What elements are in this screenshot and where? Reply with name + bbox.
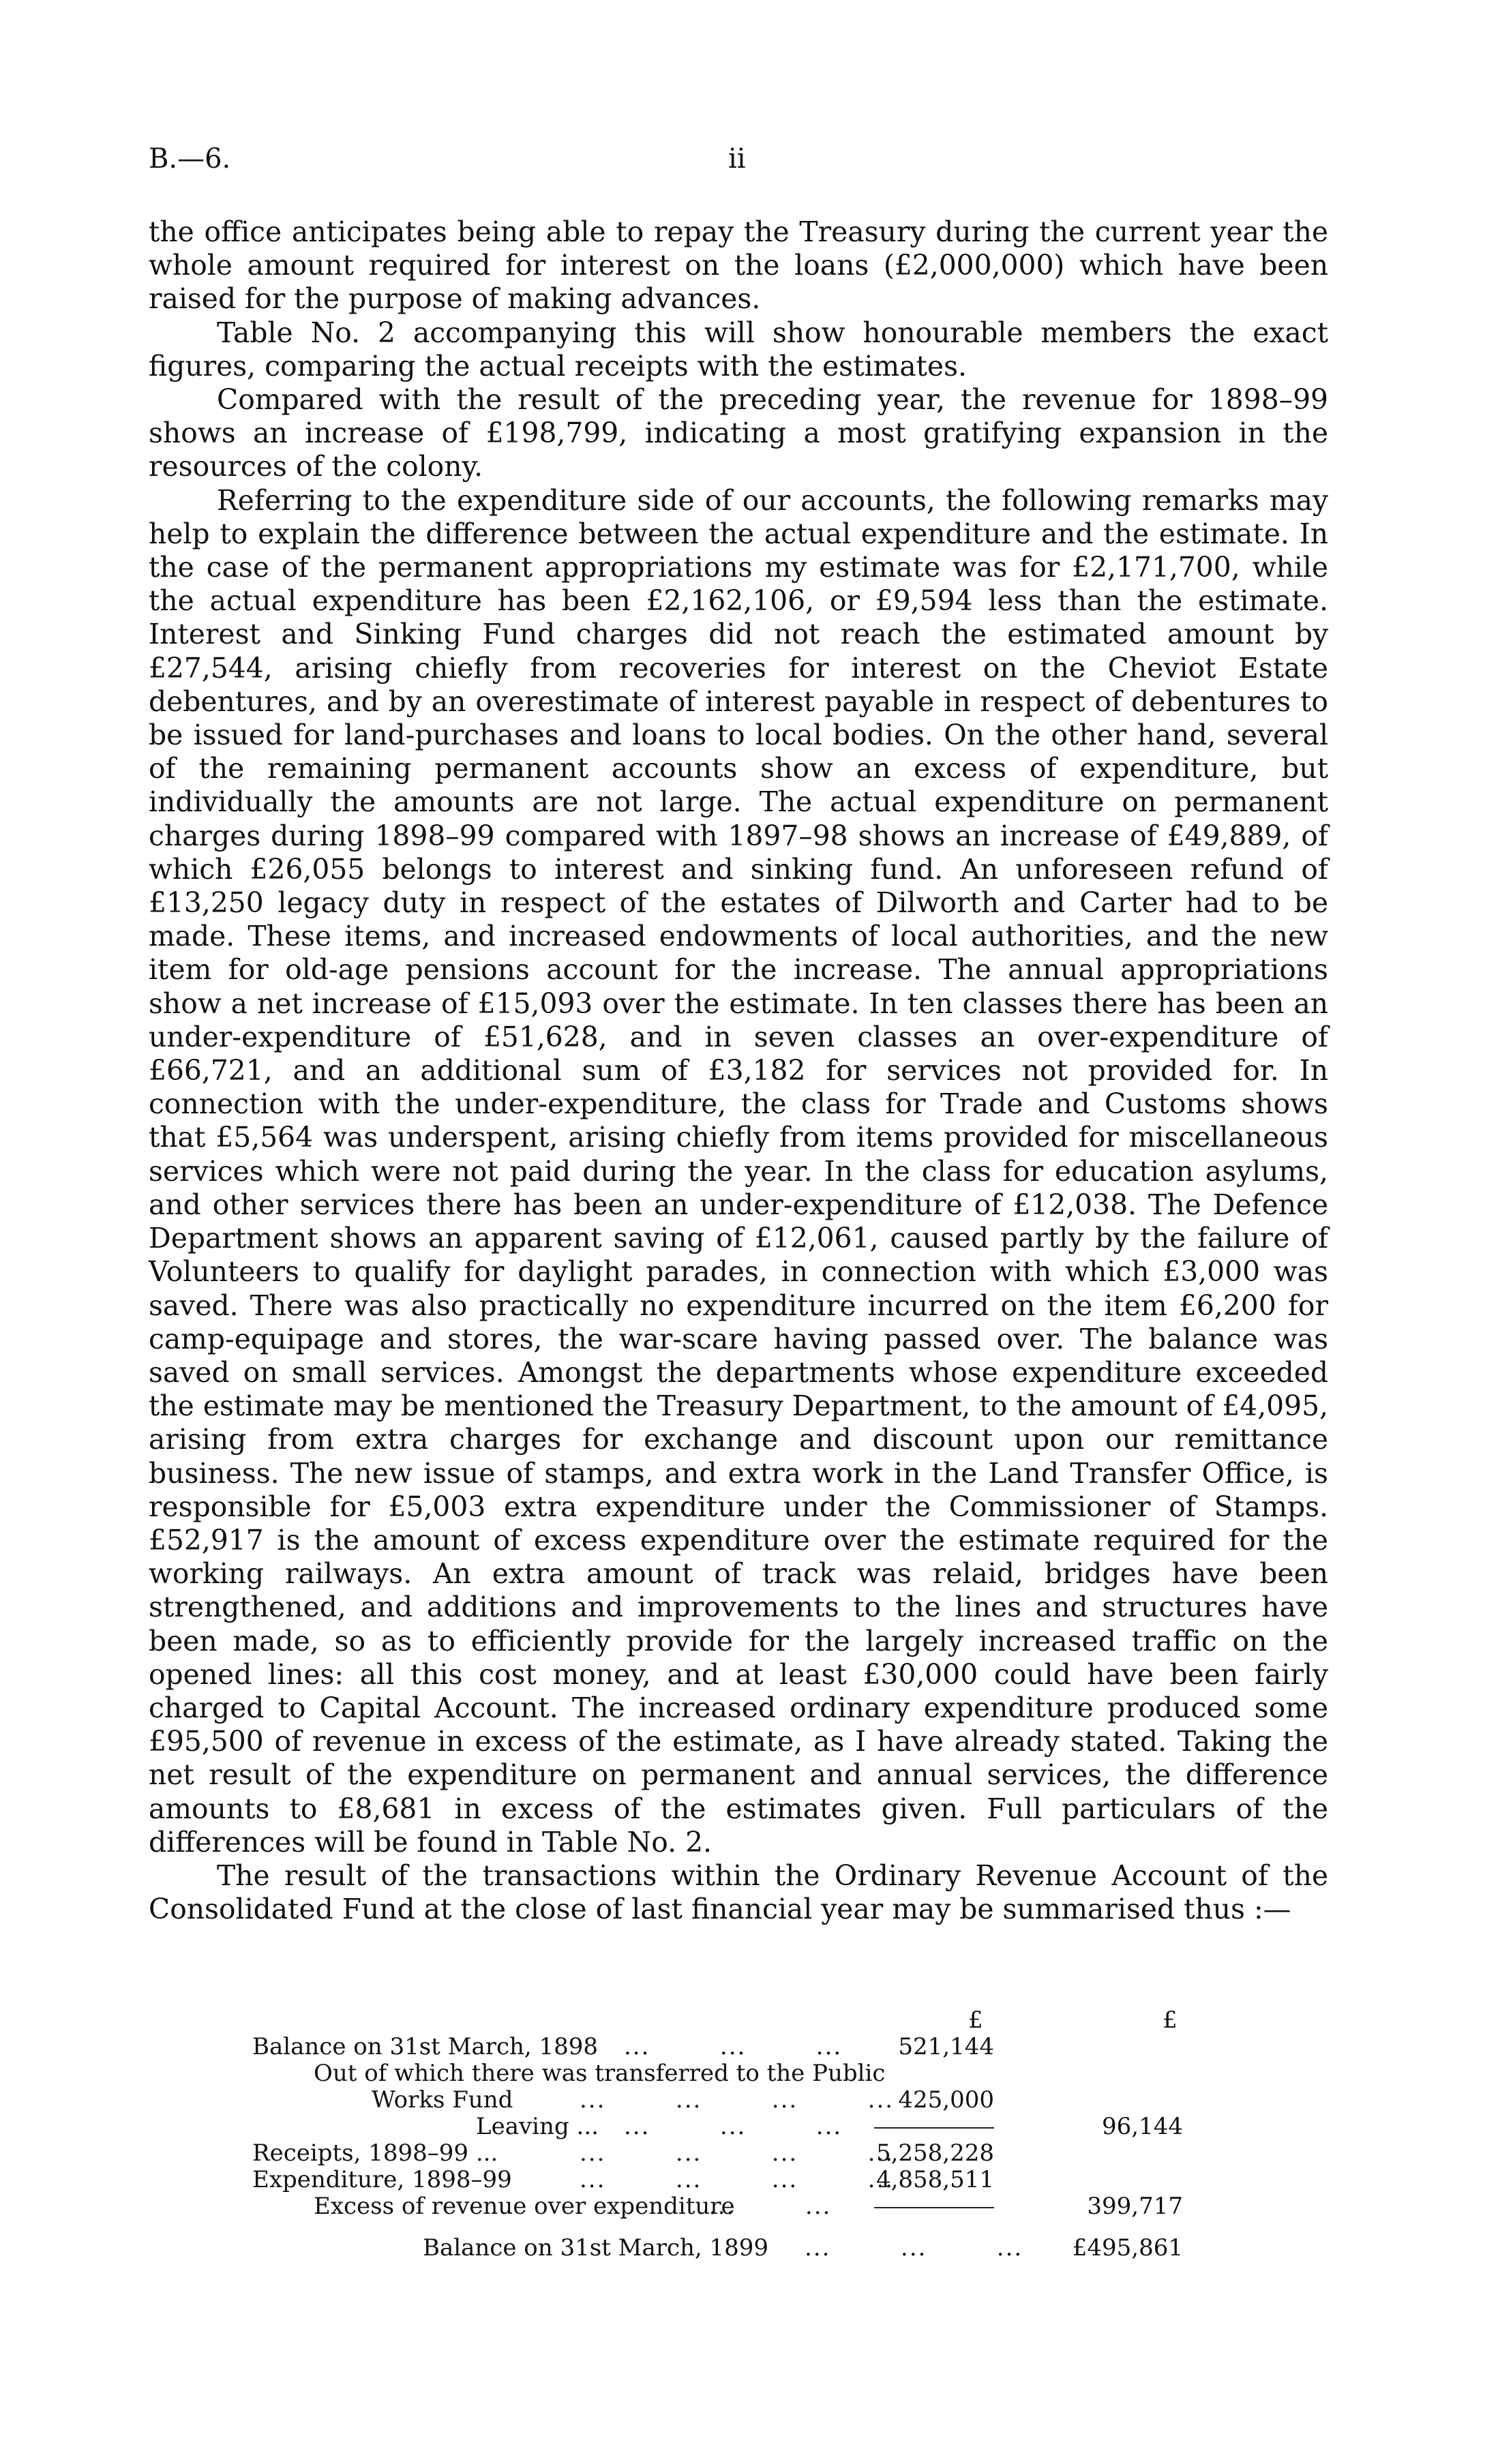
document-code: B.—6. [149,143,231,175]
summary-row-transfer-line2 [252,2087,1234,2114]
balance-1898-label: Balance on 31st March, 1898 [252,2033,599,2060]
leader-dots: ... ... ... ... [580,2086,895,2114]
paragraph-continuation: the office anticipates being able to repay the Treasury during the current year the whole amount required for interest on the loans (£2,000,000) which have been raised for the purpose of making advances. [149,215,1328,316]
leader-dots: ... ... [709,2193,832,2220]
paragraph-revenue-comparison: Compared with the result of the preceding year, the revenue for 1898–99 shows an increase of £198,799, indicating a most gratifying expansion in the resources of the colony. [149,383,1328,483]
summary-row-balance-1899 [252,2235,1234,2262]
summary-row-balance-1898 [252,2034,1234,2060]
currency-col2: £ [1163,2007,1178,2034]
currency-col1: £ [968,2007,983,2034]
receipts-label: Receipts, 1898–99 ... [252,2139,498,2167]
paragraph-table-reference: Table No. 2 accompanying this will show honourable members the exact figures, comparing the actual receipts with the estimates. [149,316,1328,382]
expenditure-value: 4,858,511 [875,2166,994,2193]
paragraph-expenditure: Referring to the expenditure side of our accounts, the following remarks may help to explain the difference between the actual expenditure and the estimate. In the case of the permanent appropriations my estimate was for £2,171,700, while the actual expenditure has been £2,162,106, or £9,594 less than the estimate. Interest and Sinking Fund charges did not reach the estimated amount by £27,544, arising chiefly from recoveries for interest on the Cheviot Estate debentures, and by an overestimate of interest payable in respect of debentures to be issued for land-purchases and loans to local bodies. On the other hand, several of the remaining permanent accounts show an excess of expenditure, but individually the amounts are not large. The actual expenditure on permanent charges during 1898–99 compared with 1897–98 shows an increase of £49,889, of which £26,055 belongs to interest and sinking fund. An unforeseen refund of £13,250 legacy duty in respect of the estates of Dilworth and Carter had to be made. These items, and increased endowments of local authorities, and the new item for old-age pensions account for the increase. The annual appropriations show a net increase of £15,093 over the estimate. In ten classes there has been an under-expenditure of £51,628, and in seven classes an over-expenditure of £66,721, and an additional sum of £3,182 for services not provided for. In connection with the under-expenditure, the class for Trade and Customs shows that £5,564 was underspent, arising chiefly from items provided for miscellaneous services which were not paid during the year. In the class for education asylums, and other services there has been an under-expenditure of £12,038. The Defence Department shows an apparent saving of £12,061, caused partly by the failure of Volunteers to qualify for daylight parades, in connection with which £3,000 was saved. There was also practically no expenditure incurred on the item £6,200 for camp-equipage and stores, the war-scare having passed over. The balance was saved on small services. Amongst the departments whose expenditure exceeded the estimate may be mentioned the Treasury Department, to the amount of £4,095, arising from extra charges for exchange and discount upon our remittance business. The new issue of stamps, and extra work in the Land Transfer Office, is responsible for £5,003 extra expenditure under the Commissioner of Stamps. £52,917 is the amount of excess expenditure over the estimate required for the working railways. An extra amount of track was relaid, bridges have been strengthened, and additions and improvements to the lines and structures have been made, so as to efficiently provide for the largely increased traffic on the opened lines: all this cost money, and at least £30,000 could have been fairly charged to Capital Account. The increased ordinary expenditure produced some £95,500 of revenue in excess of the estimate, as I have already stated. Taking the net result of the expenditure on permanent and annual services, the difference amounts to £8,681 in excess of the estimates given. Full particulars of the differences will be found in Table No. 2. [149,483,1328,1859]
currency-header [252,2007,1234,2034]
balance-1899-value: £495,861 [1072,2234,1183,2262]
subtotal-rule [874,2127,994,2129]
account-summary [252,2007,1234,2262]
transfer-label-1: Out of which there was transferred to the Public [314,2060,886,2087]
subtotal-rule [874,2207,994,2208]
excess-label: Excess of revenue over expenditure [314,2193,735,2220]
page-number: ii [728,143,746,175]
summary-row-excess [252,2193,1234,2220]
body-text [149,215,1328,1926]
leaving-label: Leaving ... [476,2113,599,2140]
balance-1899-label: Balance on 31st March, 1899 [423,2234,769,2262]
transfer-value: 425,000 [898,2086,994,2114]
leader-dots: ... ... ... ... [580,2139,895,2167]
leader-dots: ... ... ... [624,2033,843,2060]
paragraph-summary-intro: The result of the transactions within the Ordinary Revenue Account of the Consolidated Fund at the close of last financial year may be summarised thus :— [149,1859,1328,1926]
summary-row-receipts [252,2140,1234,2167]
leaving-value: 96,144 [1102,2113,1183,2140]
summary-row-transfer-line1 [252,2060,1234,2087]
leader-dots: ... ... ... [805,2234,1023,2262]
summary-row-expenditure [252,2167,1234,2193]
expenditure-label: Expenditure, 1898–99 [252,2166,512,2193]
balance-1898-value: 521,144 [898,2033,994,2060]
summary-row-leaving [252,2114,1234,2140]
transfer-label-2: Works Fund [372,2086,513,2114]
receipts-value: 5,258,228 [875,2139,994,2167]
excess-value: 399,717 [1087,2193,1183,2220]
leader-dots: ... ... ... ... [580,2166,895,2193]
leader-dots: ... ... ... [624,2113,843,2140]
page-header [149,143,1328,184]
